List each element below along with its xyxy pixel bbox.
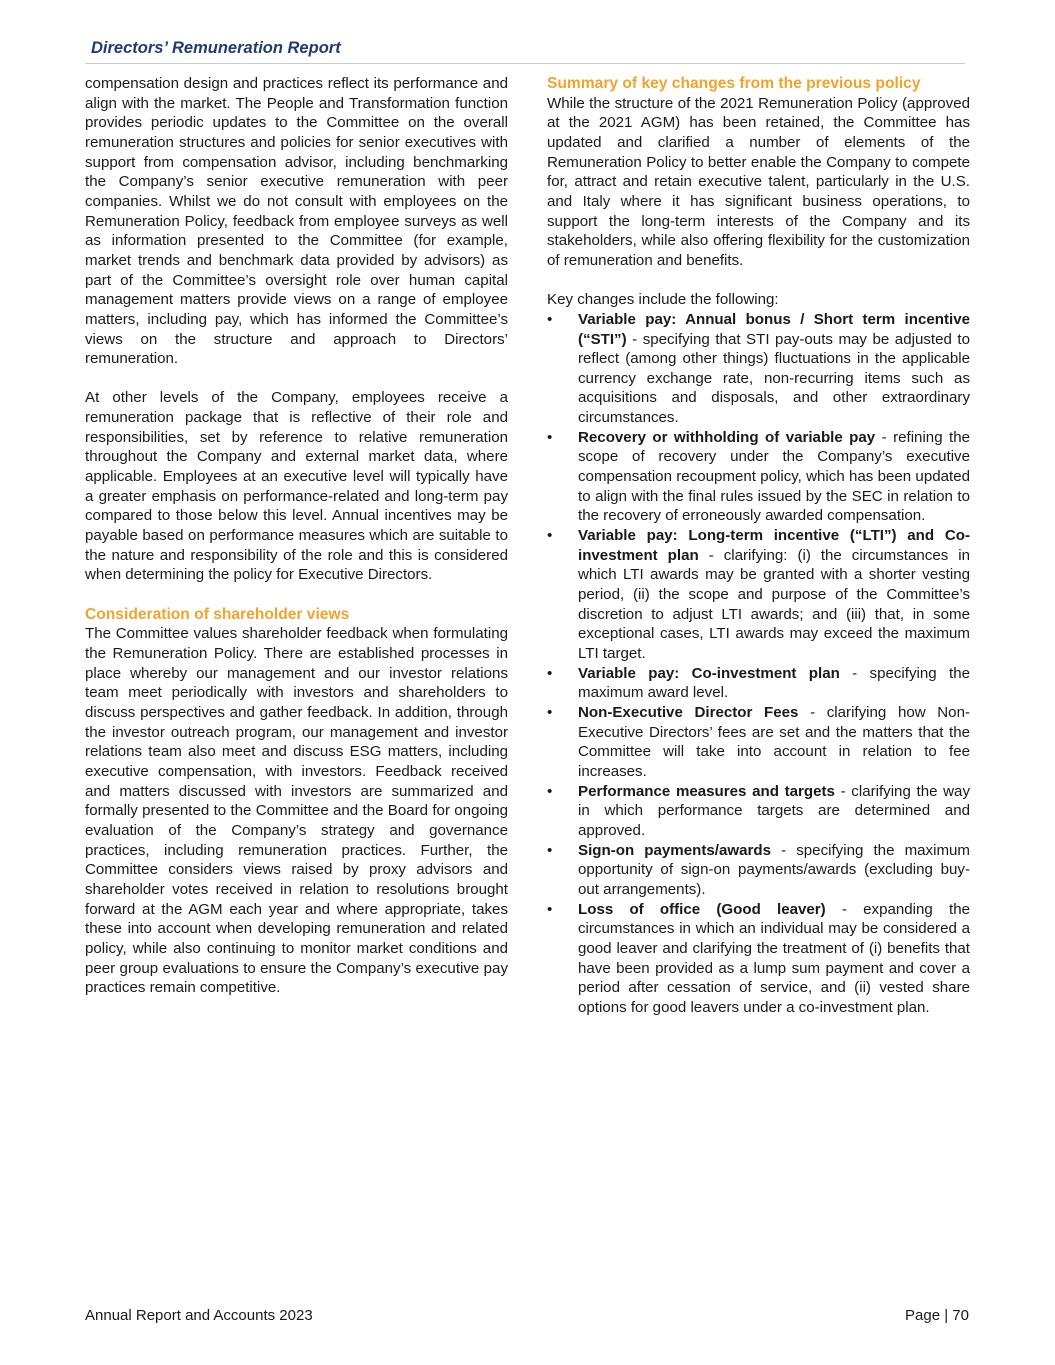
list-item	[547, 703, 970, 782]
list-item-term: Sign-on payments/awards	[578, 841, 771, 859]
paragraph-employee-context: compensation design and practices reflect its performance and align with the market. The People and Transformation function provides periodic updates to the Committee on the overall remuneration structures and policies for senior executives with support from compensation advisor, including benchmarking the Company’s senior executive remuneration with peer companies. Whilst we do not consult with employees on the Remuneration Policy, feedback from employee surveys as well as information presented to the Committee (for example, market trends and benchmark data provided by advisors) as part of the Committee’s oversight role over human capital management matters provide views on a range of employee matters, including pay, which has informed the Committee’s views on the structure and approach to Directors’ remuneration.	[85, 75, 508, 368]
list-item	[547, 310, 970, 428]
key-changes-list-intro: Key changes include the following:	[547, 291, 779, 309]
bullet-icon: •	[547, 310, 553, 328]
list-item-text: - clarifying: (i) the circumstances in which LTI awards may be granted with a shorter vesting period, (ii) the scope and purpose of the Committee’s discretion to adjust LTI awards; and (iii) that, in some exceptional cases, LTI awards may exceed the maximum LTI target.	[578, 546, 970, 663]
heading-key-changes: Summary of key changes from the previous policy	[547, 75, 921, 92]
list-item-text: - expanding the circumstances in which an individual may be considered a good leaver and clarifying the treatment of (i) benefits that have been provided as a lump sum payment and cover a period after cessation of service, and (ii) vested share options for good leavers under a co-investment plan.	[578, 900, 970, 1016]
page-header-title: Directors’ Remuneration Report	[91, 39, 341, 57]
list-item-text: - clarifying the way in which performance targets are determined and approved.	[578, 782, 971, 839]
paragraph-other-levels: At other levels of the Company, employees receive a remuneration package that is reflective of their role and responsibilities, set by reference to relative remuneration throughout the Company and external market data, where applicable. Employees at an executive level will typically have a greater emphasis on performance-related and long-term pay compared to those below this level. Annual incentives may be payable based on performance measures which are suitable to the nature and responsibility of the role and this is considered when determining the policy for Executive Directors.	[85, 389, 508, 584]
bullet-icon: •	[547, 664, 553, 682]
list-item-term: Performance measures and targets	[578, 782, 835, 800]
bullet-icon: •	[547, 900, 553, 918]
list-item-term: Variable pay: Annual bonus / Short term incentive (“STI”)	[578, 310, 970, 348]
list-item-term: Non-Executive Director Fees	[578, 703, 799, 721]
list-item	[547, 900, 970, 1018]
list-item-term: Loss of office (Good leaver)	[578, 900, 826, 918]
list-item-text: - specifying the maximum opportunity of sign-on payments/awards (excluding buy-out arrangements).	[578, 841, 970, 898]
list-item-text: - clarifying how Non-Executive Directors’ fees are set and the matters that the Committee will take into account in relation to fee increases.	[578, 703, 970, 780]
header-divider	[85, 63, 965, 64]
footer-report-title: Annual Report and Accounts 2023	[85, 1307, 313, 1324]
list-item	[547, 526, 970, 664]
bullet-icon: •	[547, 527, 553, 545]
list-item	[547, 428, 970, 526]
paragraph-shareholder-views: The Committee values shareholder feedback when formulating the Remuneration Policy. There are established processes in place whereby our management and our investor relations team meet periodically with investors and shareholders to discuss perspectives and gather feedback. In addition, through the investor outreach program, our management and investor relations team also meet and discuss ESG matters, including executive compensation, with investors. Feedback received and matters discussed with investors are summarized and formally presented to the Committee and the Board for ongoing evaluation of the Company’s strategy and governance practices, including remuneration practices. Further, the Committee considers views raised by proxy advisors and shareholder votes received in relation to resolutions brought forward at the AGM each year and where appropriate, takes these into account when developing remuneration and related policy, while also continuing to monitor market conditions and peer group evaluations to ensure the Company’s executive pay practices remain competitive.	[85, 625, 508, 997]
right-column	[547, 74, 970, 1017]
bullet-icon: •	[547, 782, 553, 800]
bullet-icon: •	[547, 841, 553, 859]
list-item-term: Variable pay: Co-investment plan	[578, 664, 840, 682]
list-item-text: - refining the scope of recovery under the Company’s executive compensation recoupment policy, which has been updated to align with the final rules issued by the SEC in relation to the recovery of erroneously awarded compensation.	[578, 428, 971, 525]
footer-page-number: Page | 70	[905, 1307, 969, 1324]
paragraph-key-changes-intro: While the structure of the 2021 Remuneration Policy (approved at the 2021 AGM) has been retained, the Committee has updated and clarified a number of elements of the Remuneration Policy to better enable the Company to compete for, attract and retain executive talent, particularly in the U.S. and Italy where it has significant business operations, to support the long-term interests of the Company and its stakeholders, while also offering flexibility for the customization of remuneration and benefits.	[547, 94, 970, 269]
list-item-text: - specifying the maximum award level.	[578, 664, 970, 702]
left-column	[85, 74, 508, 998]
key-changes-list	[547, 310, 970, 1018]
heading-shareholder-views: Consideration of shareholder views	[85, 605, 350, 623]
list-item	[547, 782, 970, 841]
bullet-icon: •	[547, 703, 553, 721]
list-item-text: - specifying that STI pay-outs may be adjusted to reflect (among other things) fluctuations in the applicable currency exchange rate, non-recurring items such as acquisitions and disposals, and other extraordinary circumstances.	[578, 330, 970, 427]
list-item	[547, 664, 970, 703]
list-item	[547, 841, 970, 900]
list-item-term: Recovery or withholding of variable pay	[578, 428, 876, 446]
list-item-term: Variable pay: Long-term incentive (“LTI”) and Co-investment plan	[578, 527, 970, 564]
bullet-icon: •	[547, 428, 553, 446]
